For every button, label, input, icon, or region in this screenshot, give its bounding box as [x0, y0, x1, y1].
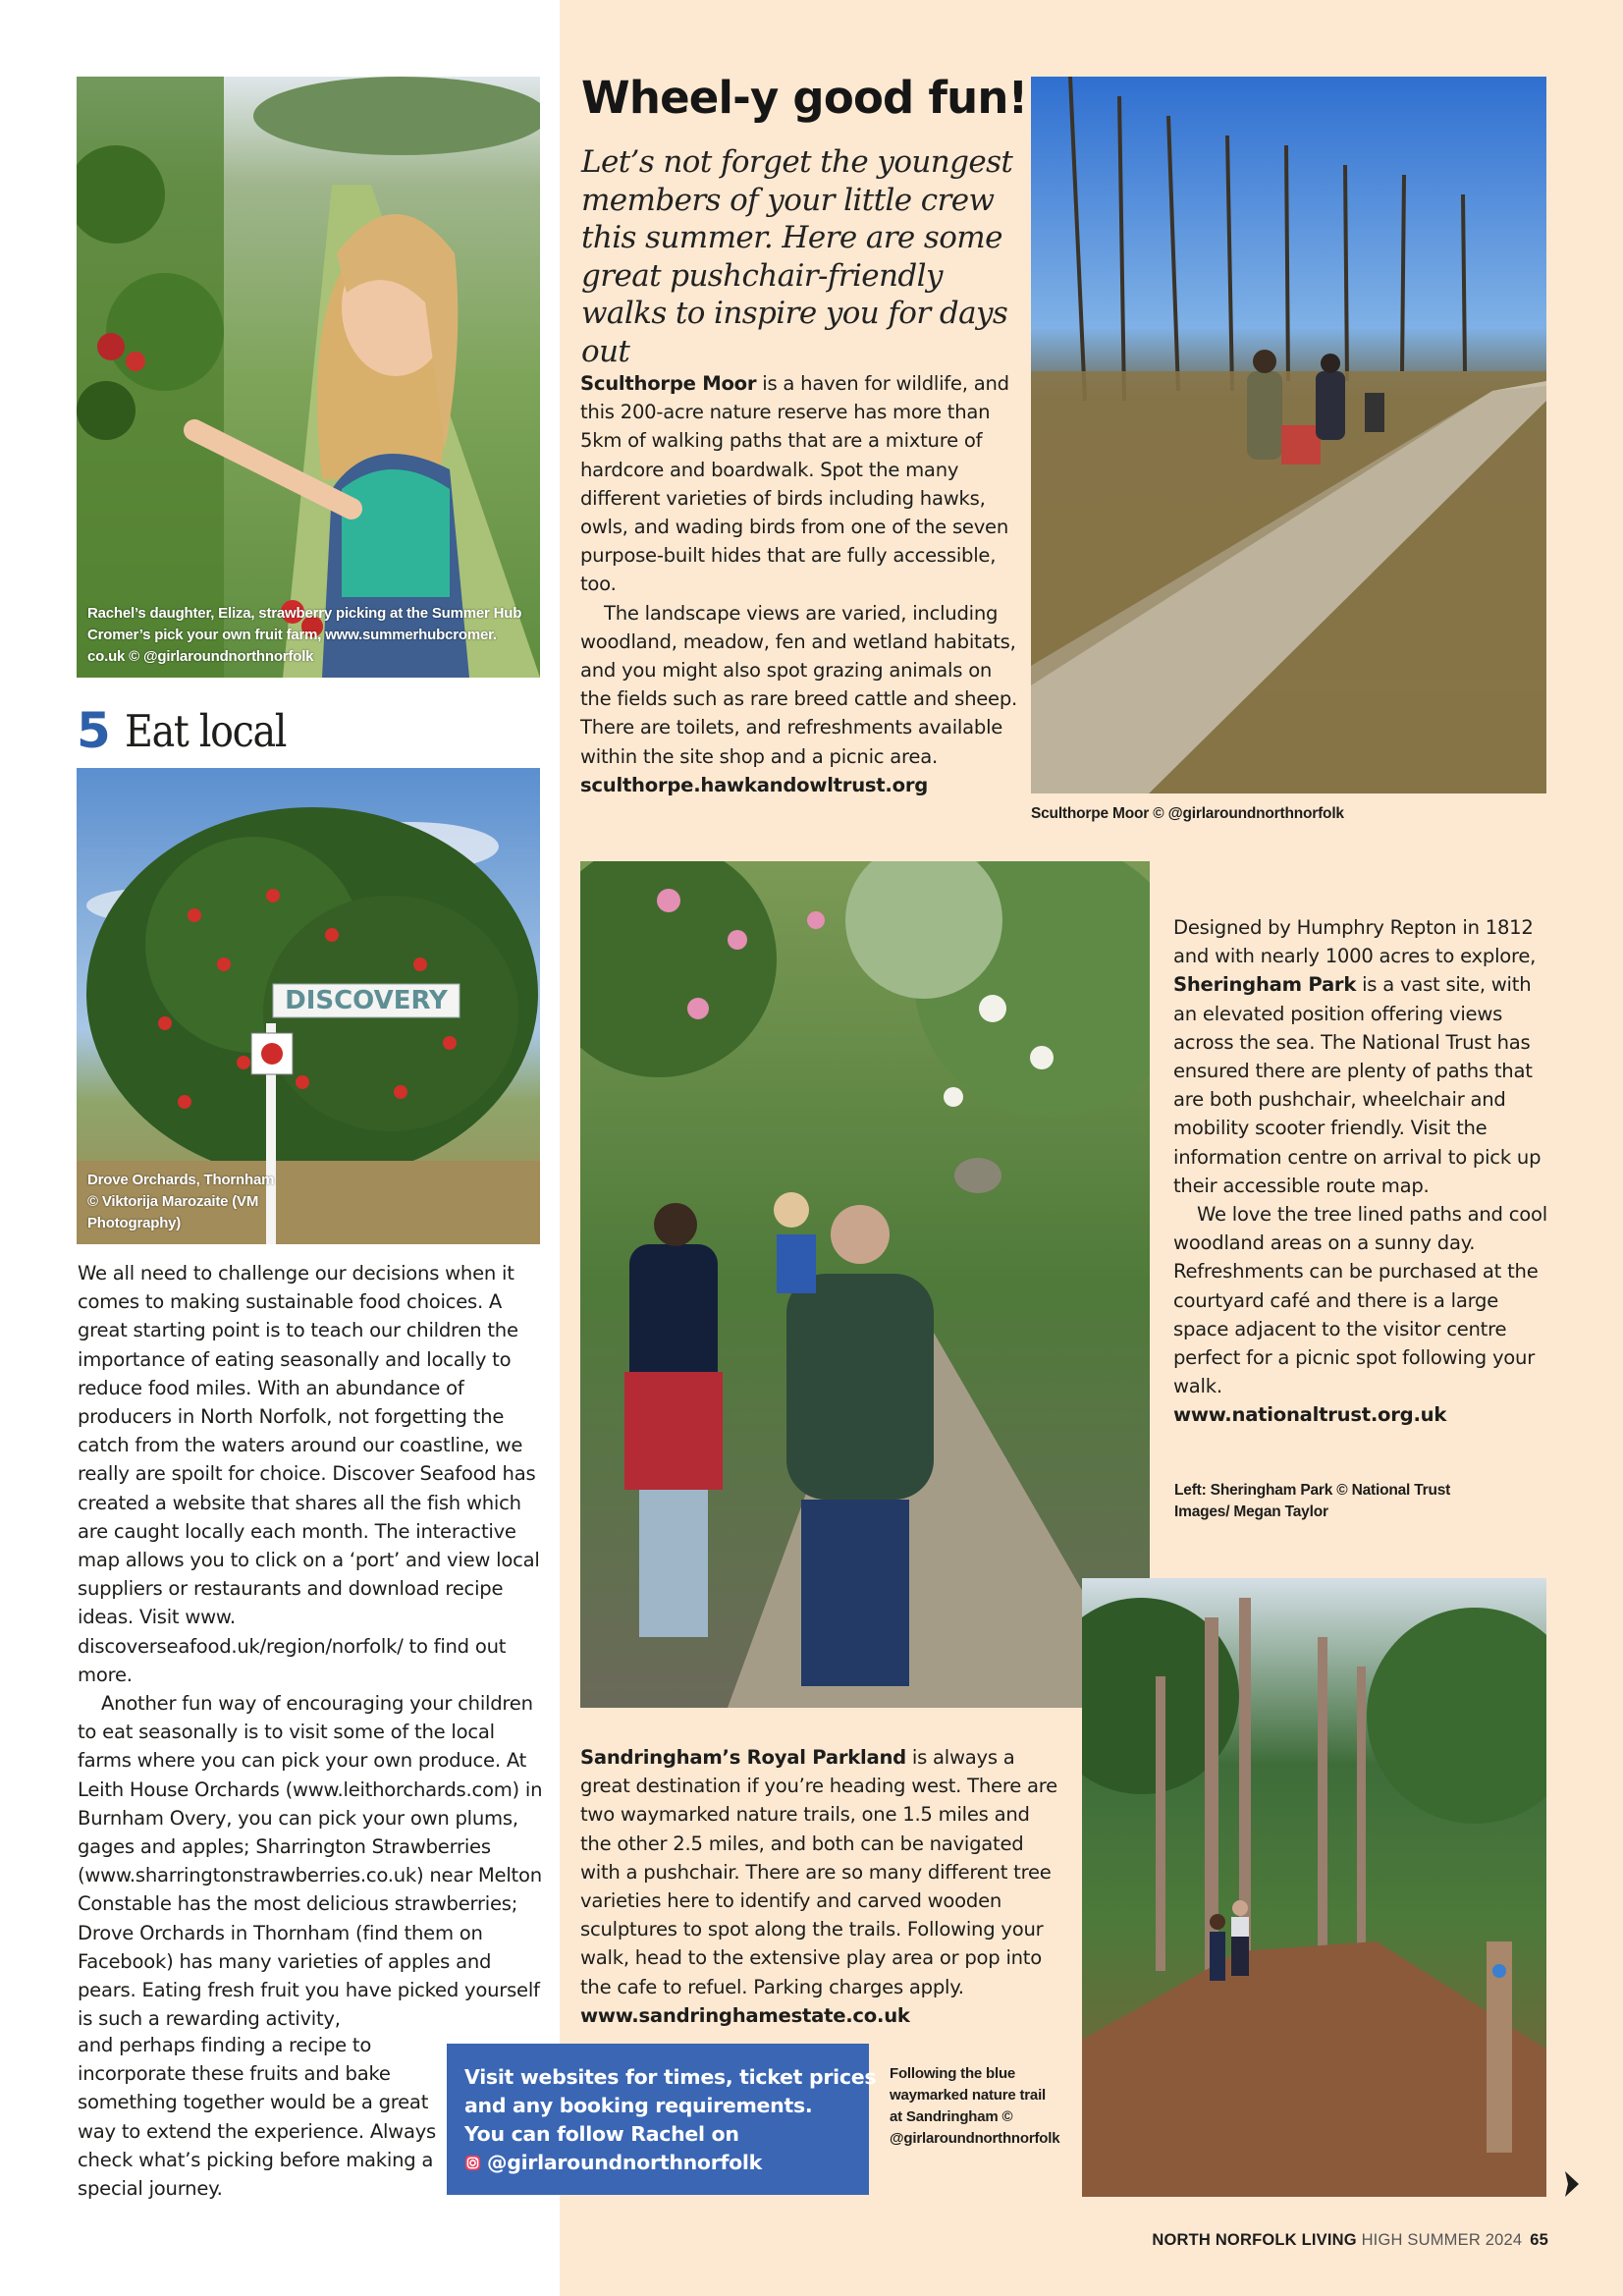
sandringham-name: Sandringham’s Royal Parkland: [580, 1746, 906, 1769]
instagram-handle[interactable]: @girlaroundnorthnorfolk: [487, 2151, 762, 2174]
sandringham-paragraph: is always a great destination if you’re heading west. There are two waymarked nature trails, one 1.5 miles and the other 2.5 miles, and both can be navigated with a pushchair. There are so many different tree varieties here to identify and carved wooden sculptures to spot along the trails. Following your walk, head to the extensive play area or pop into the cafe to refuel. Parking charges apply.: [580, 1746, 1057, 1998]
sheringham-paragraph-2: We love the tree lined paths and cool woodland areas on a sunny day. Refreshments can be purchased at the courtyard café and there is a large space adjacent to the visitor centre perfect for a picnic spot following your walk.: [1173, 1203, 1547, 1398]
footer-issue: HIGH SUMMER 2024: [1356, 2231, 1523, 2249]
eat-local-paragraph-2: Another fun way of encouraging your children to eat seasonally is to visit some of the local farms where you can pick your own produce. At Leith House Orchards (www.leithorchards.com) in Burnham Overy, you can pick your own plums, gages and apples; Sharrington Strawberries (www.sharringtonstrawberries.co.uk) near Melton Constable has the most delicious strawberries; Drove Orchards in Thornham (find them on Facebook) has many varieties of apples and pears. Eating fresh fruit you have picked yourself is such a rewarding activity,: [78, 1692, 543, 2031]
eat-local-paragraph-2-end: and perhaps finding a recipe to incorporate these fruits and bake something together would be a great way to extend the experience. Always check what’s picking before making a special journey.: [78, 2034, 437, 2201]
info-box-line-2: and any booking requirements.: [464, 2094, 813, 2117]
footer-magazine-title: NORTH NORFOLK LIVING: [1152, 2231, 1357, 2249]
instagram-icon: [464, 2155, 481, 2171]
article-headline: Wheel-y good fun!: [581, 72, 1028, 124]
sandringham-photo-caption: Following the blue waymarked nature trail at Sandringham © @girlaroundnorthnorfolk: [890, 2065, 1060, 2147]
sheringham-text: [1173, 913, 1551, 1430]
sheringham-photo-caption: Left: Sheringham Park © National Trust Images/ Megan Taylor: [1174, 1482, 1451, 1520]
sculthorpe-name: Sculthorpe Moor: [580, 372, 757, 395]
sheringham-name: Sheringham Park: [1173, 973, 1357, 997]
info-box-line-3: You can follow Rachel on: [464, 2122, 739, 2146]
sheringham-link[interactable]: www.nationaltrust.org.uk: [1173, 1403, 1447, 1427]
sculthorpe-paragraph-1: is a haven for wildlife, and this 200-acre nature reserve has more than 5km of walking paths that are a mixture of hardcore and boardwalk. Spot the many different varieties of birds including hawks, owls, and wading birds from one of the seven purpose-built hides that are fully accessible, too.: [580, 372, 1009, 596]
section-heading: [77, 699, 307, 762]
footer-page-number: 65: [1530, 2231, 1548, 2249]
strawberry-picking-photo: [77, 77, 540, 678]
info-box: [447, 2044, 877, 2195]
info-box-handle-row: [464, 2149, 851, 2177]
info-box-line-1: Visit websites for times, ticket prices: [464, 2065, 877, 2089]
section-number: 5: [77, 702, 111, 759]
sheringham-paragraph-1-start: Designed by Humphry Repton in 1812 and with nearly 1000 acres to explore,: [1173, 916, 1537, 968]
article-standfirst: Let’s not forget the youngest members of your little crew this summer. Here are some great pushchair-friendly walks to inspire you for days out: [581, 144, 1013, 369]
sculthorpe-text: [580, 369, 1017, 799]
orchard-photo-caption: Drove Orchards, Thornham © Viktorija Marozaite (VM Photography): [87, 1172, 275, 1231]
sheringham-paragraph-1-end: is a vast site, with an elevated position offering views across the sea. The National Trust has ensured there are plenty of paths that are both pushchair, wheelchair and mobility scooter friendly. Visit the information centre on arrival to pick up their accessible route map.: [1173, 973, 1542, 1197]
sandringham-link[interactable]: www.sandringhamestate.co.uk: [580, 2003, 910, 2027]
sculthorpe-boardwalk-photo: [1031, 77, 1546, 793]
sheringham-park-photo: [580, 861, 1150, 1708]
sculthorpe-photo-caption: Sculthorpe Moor © @girlaroundnorthnorfolk: [1031, 805, 1344, 822]
sandringham-text: [580, 1743, 1066, 2030]
orchard-photo: [77, 768, 540, 1244]
eat-local-text-end: [78, 2031, 441, 2203]
sculthorpe-link[interactable]: sculthorpe.hawkandowltrust.org: [580, 773, 929, 796]
sculthorpe-paragraph-2: The landscape views are varied, including woodland, meadow, fen and wetland habitats, and you might also spot grazing animals on the fields such as rare breed cattle and sheep. There are toilets, and refreshments available within the site shop and a picnic area.: [580, 601, 1018, 768]
strawberry-photo-caption: Rachel’s daughter, Eliza, strawberry picking at the Summer Hub Cromer’s pick your own fruit farm, www.summerhubcromer. co.uk © @girlaroundnorthnorfolk: [87, 605, 522, 665]
sandringham-trail-photo: [1082, 1578, 1546, 2197]
eat-local-text: [78, 1259, 549, 2033]
next-page-arrow-icon: [1565, 2171, 1579, 2197]
orchard-sign-text: DISCOVERY: [285, 986, 448, 1015]
page-footer: [1152, 2231, 1548, 2250]
eat-local-paragraph-1: We all need to challenge our decisions when it comes to making sustainable food choices. A great starting point is to teach our children the importance of eating seasonally and locally to reduce food miles. With an abundance of producers in North Norfolk, not forgetting the catch from the waters around our coastline, we really are spoilt for choice. Discover Seafood has created a website that shares all the fish which are caught locally each month. The interactive map allows you to click on a ‘port’ and view local suppliers or restaurants and download recipe ideas. Visit www. discoverseafood.uk/region/norfolk/ to find out more.: [78, 1262, 540, 1686]
section-title: Eat local: [124, 704, 286, 757]
